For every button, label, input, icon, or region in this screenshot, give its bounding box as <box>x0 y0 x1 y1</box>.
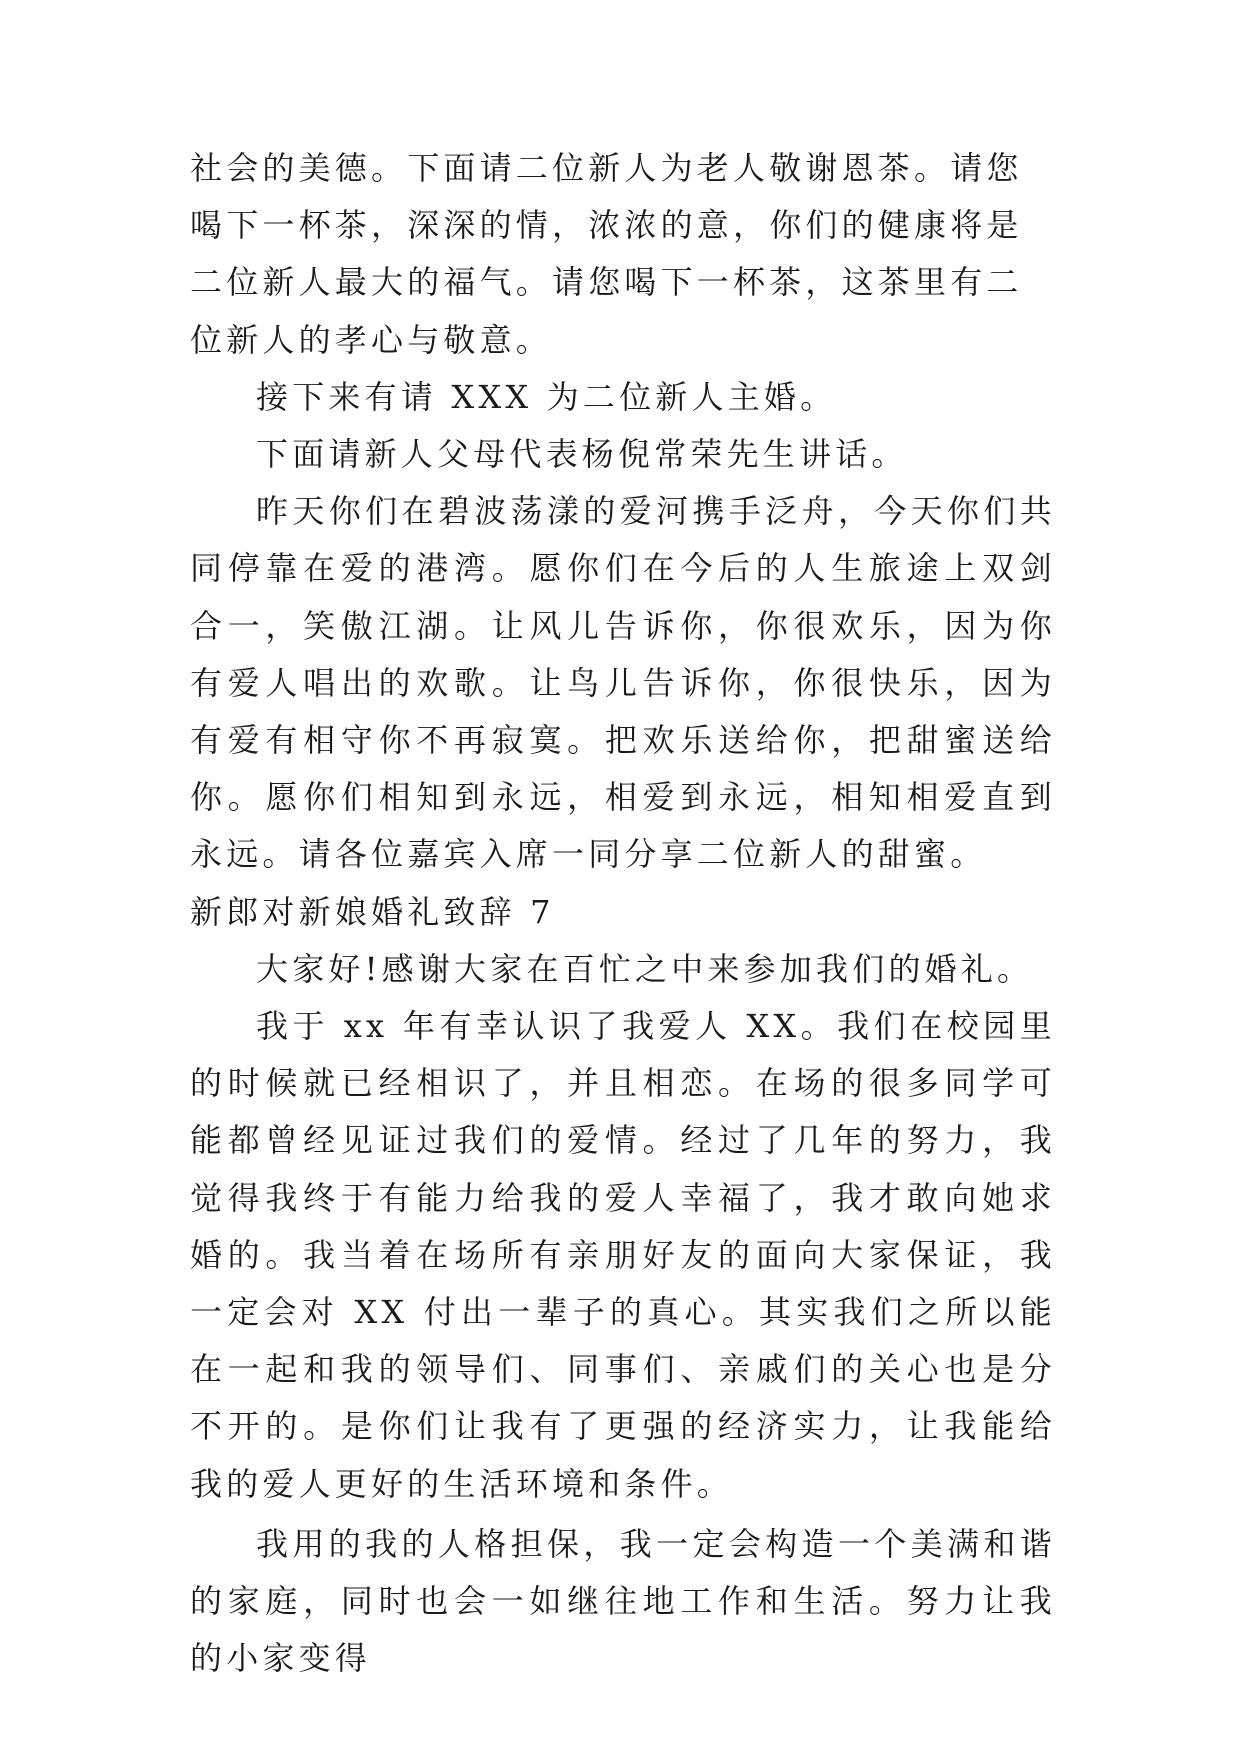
paragraph-promise: 我用的我的人格担保，我一定会构造一个美满和谐的家庭，同时也会一如继往地工作和生活。努力让我的小家变得 <box>190 1524 1056 1678</box>
document-page <box>190 140 1056 1687</box>
section-heading: 新郎对新娘婚礼致辞 7 <box>190 892 555 931</box>
paragraph-continuation: 社会的美德。下面请二位新人为老人敬谢恩茶。请您喝下一杯茶，深深的情，浓浓的意，你们的健康将是二位新人最大的福气。请您喝下一杯茶，这茶里有二位新人的孝心与敬意。 <box>190 149 1023 359</box>
paragraph-parent-speech: 下面请新人父母代表杨倪常荣先生讲话。 <box>256 435 908 474</box>
paragraph-greeting: 大家好!感谢大家在百忙之中来参加我们的婚礼。 <box>256 949 1034 988</box>
paragraph-blessing: 昨天你们在碧波荡漾的爱河携手泛舟，今天你们共同停靠在爱的港湾。愿你们在今后的人生旅途上双剑合一，笑傲江湖。让风儿告诉你，你很欢乐，因为你有爱人唱出的欢歌。让鸟儿告诉你，你很快乐，因为有爱有相守你不再寂寞。把欢乐送给你，把甜蜜送给你。愿你们相知到永远，相爱到永远，相知相爱直到永远。请各位嘉宾入席一同分享二位新人的甜蜜。 <box>190 492 1056 874</box>
paragraph-host-officiant: 接下来有请 XXX 为二位新人主婚。 <box>256 377 837 416</box>
paragraph-story: 我于 xx 年有幸认识了我爱人 XX。我们在校园里的时候就已经相识了，并且相恋。在场的很多同学可能都曾经见证过我们的爱情。经过了几年的努力，我觉得我终于有能力给我的爱人幸福了，我才敢向她求婚的。我当着在场所有亲朋好友的面向大家保证，我一定会对 XX 付出一辈子的真心。其实我们之所以能在一起和我的领导们、同事们、亲戚们的关心也是分不开的。是你们让我有了更强的经济实力，让我能给我的爱人更好的生活环境和条件。 <box>190 1007 1056 1503</box>
